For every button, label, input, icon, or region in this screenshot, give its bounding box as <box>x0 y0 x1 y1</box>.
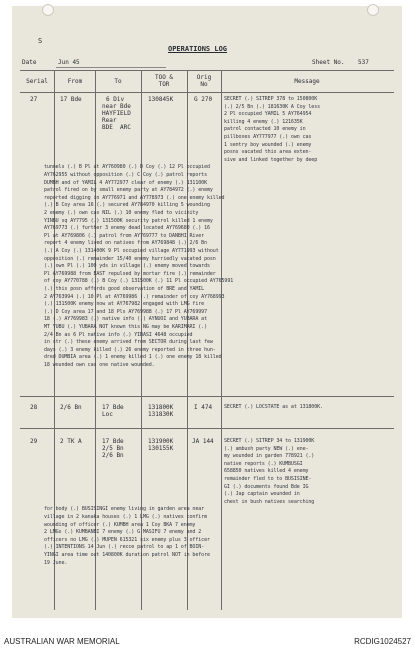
message-line: patrol contacted 10 enemy in <box>224 126 306 133</box>
header-bottom-rule <box>20 92 394 93</box>
message-line: GI (.) documents found Bde IG <box>224 483 309 490</box>
entry-to: 2/6 Bn <box>102 452 124 459</box>
entry-to: near Bde <box>102 103 131 110</box>
message-line: in str (.) these enemy arrived from SECTOR during last few <box>44 339 213 346</box>
message-line: tunnels (.) B Pl at AY760980 (.) D Coy (.) 12 Pl occupied <box>44 164 210 171</box>
message-line: YINBU sq AY7795 (.) 131500K security patrol killed 1 enemy <box>44 217 213 224</box>
message-line: (.) B Coy area 16 (.) secured AY784970 killing 5 wounding <box>44 202 210 209</box>
page-title: OPERATIONS LOG <box>168 45 228 53</box>
message-line: 2 AY763994 (.) 10 Pl at AY769986 (.) remainder of coy AY768993 <box>44 293 225 300</box>
column-header-serial: Serial <box>26 78 48 85</box>
document-page <box>12 6 402 618</box>
message-line: dred DUMBIA area (.) 1 enemy killed 1 (.) one enemy 18 killed <box>44 354 222 361</box>
entry-to: 6 Div <box>106 96 125 103</box>
entry-too-tor: 131800K 131830K <box>148 404 174 418</box>
header-top-rule <box>20 70 394 71</box>
message-line: my wounded in garden 778921 (.) <box>224 453 315 460</box>
date-label: Date <box>22 59 37 66</box>
page-mark: S <box>38 37 43 45</box>
message-line: (.) A Coy (.) 131400K 9 Pl occupied village AY771993 without <box>44 248 219 254</box>
entry-orig-no: I 474 <box>194 404 213 411</box>
entry-to: 17 Bde <box>102 438 124 445</box>
message-line: MT YUBU (.) YUBARA NOT known this NG may be KARIMARI (.) <box>44 324 207 330</box>
message-line: (.) D Coy area 17 and 18 Pls AY769988 (.) 17 Pl AY769997 <box>44 308 207 315</box>
message-line: SECRET (.) SITREP 34 to 131900K <box>224 438 315 444</box>
sheet-value: 537 <box>358 59 369 66</box>
message-line: reported digging in AY776971 and AY778973 (.) one enemy killed <box>44 194 225 201</box>
entry-divider <box>20 428 394 429</box>
date-value: Jun 45 <box>58 59 80 66</box>
message-line: 19 June. <box>44 559 68 566</box>
entry-from: 17 Bde <box>60 96 82 103</box>
entry-from: 2 TK A <box>60 438 82 445</box>
message-line: 2 LMGs (.) KUMBANBI 7 enemy (.) G MASIFU 7 enemy and 2 <box>44 529 202 536</box>
message-line: (.) 2/5 Bn (.) 181630K A Coy less <box>224 103 321 110</box>
sheet-label: Sheet No. <box>312 59 345 66</box>
message-line: killing 4 enemy (.) 121635K <box>224 118 303 125</box>
message-line: days (.) 3 enemy killed (.) 26 enemy reported in three hun- <box>44 346 216 353</box>
message-line: (.) ambush party NEW (.) ene- <box>224 445 309 452</box>
entry-serial: 27 <box>30 96 38 103</box>
message-line: YINGI area time out 140800K duration patrol NOT in before <box>44 552 210 558</box>
entry-divider <box>20 396 394 397</box>
column-header-message: Message <box>294 78 320 85</box>
message-line: (.) INTENTIONS 14 Jun (.) recce patrol to ap 1 of BOIN- <box>44 544 205 551</box>
message-line: posns vacated this area exten- <box>224 149 312 156</box>
entry-to: HAYFIELD <box>102 110 131 117</box>
message-line: remainder fled to to BUSISINE- <box>224 476 312 482</box>
column-header-orig-no: Orig No <box>196 74 212 88</box>
reference-number: RCDIG1024527 <box>354 637 411 646</box>
entry-too-tor: 130845K <box>148 96 174 103</box>
message-line: native reports (.) KUMBUSGI <box>224 460 303 467</box>
archive-footer <box>0 628 415 654</box>
message-line: 2/4 Bn as 6 Pl native info (.) YIBASI 4648 occupied <box>44 331 193 338</box>
entry-to: BDE <box>102 124 113 131</box>
message-line: sive and linked together by deep <box>224 156 318 163</box>
source-credit: AUSTRALIAN WAR MEMORIAL <box>4 637 120 646</box>
message-line: pillboxes AY777977 (.) own cas <box>224 134 312 140</box>
message-line: Pl AY769988 from EAST repulsed by mortar fire (.) remainder <box>44 270 216 277</box>
message-line: opposition (.) remainder 15/40 enemy hurriedly vacated posn <box>44 255 216 262</box>
entry-to: ARC <box>120 124 131 131</box>
message-line: (.) Jap captain wounded in <box>224 491 300 498</box>
message-line: SECRET (.) SITREP 378 to 150800K <box>224 96 318 102</box>
message-line: Pl at AY769806 (.) patrol from AY769777 to DANBHI River <box>44 232 205 239</box>
message-line: of coy AY770788 (.) B Coy (.) 131500K (.) 11 Pl occupied AY765991 <box>44 278 234 285</box>
entry-too-tor: 131900K 130155K <box>148 438 174 452</box>
message-line: chest in bush natives searching <box>224 498 315 505</box>
entry-serial: 28 <box>30 404 38 411</box>
message-line: (.) 131500K enemy now at AY767982 engaged with LMG fire <box>44 301 205 308</box>
message-line: (.) own Pl (.) 100 yds in village (.) enemy moved towards <box>44 263 210 270</box>
message-line: 18 (.) AY769983 (.) native info (.) AYNUOI and YUBARA at <box>44 316 207 323</box>
message-line: 658850 natives killed 4 enemy <box>224 468 309 475</box>
entry-to: 2/5 Bn <box>102 445 124 452</box>
entry-from: 2/6 Bn <box>60 404 82 411</box>
message-line: AY762955 without opposition (.) C Coy (.) patrol reports <box>44 172 207 178</box>
entry-to: 17 Bde <box>102 404 124 411</box>
message-line: village in 2 kanaka houses (.) 1 LMG (.) natives confirm <box>44 514 207 520</box>
message-line: (.) this posn affords good observation of BRE and YAMIL <box>44 286 205 292</box>
column-header-too-tor: TOO & TOR <box>154 74 174 88</box>
message-line: 2 Pl occupied YAMIL 5 AY764954 <box>224 111 312 118</box>
message-line: 1 sentry boy wounded (.) enemy <box>224 141 312 148</box>
punch-hole <box>367 4 379 16</box>
message-line: SECRET (.) LOCSTATE as at 131800K. <box>224 404 323 410</box>
message-line: report 4 enemy lived on natives from AY769848 (.) 2/6 Bn <box>44 240 207 247</box>
entry-to: Loc <box>102 411 113 418</box>
entry-serial: 29 <box>30 438 38 445</box>
message-line: officers no LMG (.) MUPEN 615321 six enemy plus 3 officer <box>44 536 210 543</box>
message-line: DUMBH and of YAMIL 4 AY772977 clear of enemy (.) 131100K <box>44 179 207 186</box>
message-line: patrol fired on by small enemy party at AY784972 (.) enemy <box>44 187 213 194</box>
entry-orig-no: G 270 <box>194 96 213 103</box>
date-underline <box>56 67 166 68</box>
message-line: 18 wounded own cas one native wounded. <box>44 362 155 368</box>
punch-hole <box>42 4 54 16</box>
entry-orig-no: JA 144 <box>192 438 214 445</box>
message-line: for body (.) BUSISINGI enemy living in garden area near <box>44 506 205 513</box>
column-header-to: To <box>114 78 122 85</box>
message-line: AY769773 (.) further 3 enemy dead located AY769680 (.) 16 <box>44 225 210 232</box>
column-header-from: From <box>67 78 83 85</box>
message-line: 2 enemy (.) own cas NIL (.) 10 enemy fled to vicinity <box>44 210 199 216</box>
entry-to: Rear <box>102 117 117 124</box>
message-line: wounding of officer (.) KUMBH area 1 Coy BKA 7 enemy <box>44 521 196 528</box>
